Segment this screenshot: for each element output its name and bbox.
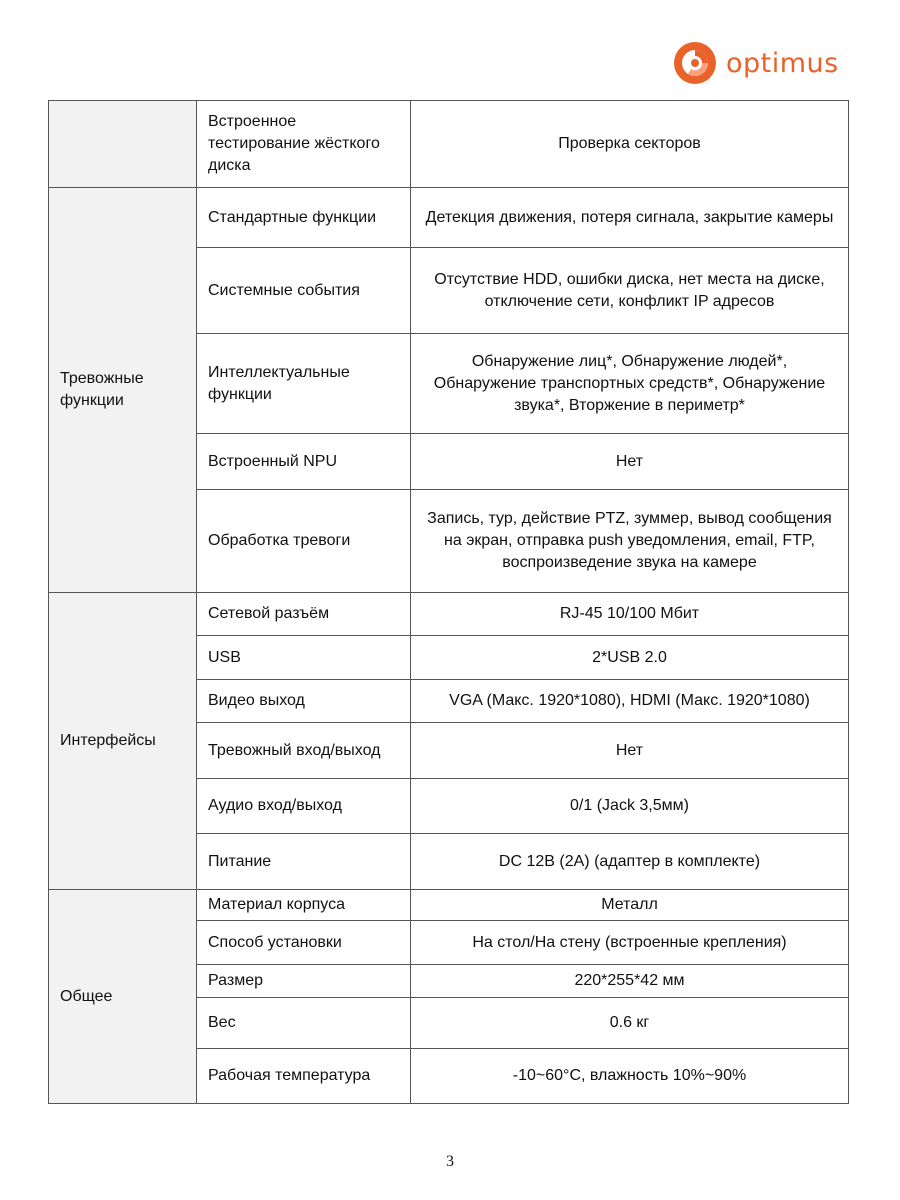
group-cell: Интерфейсы	[49, 593, 197, 890]
param-cell: Рабочая температура	[197, 1049, 411, 1104]
param-cell: Тревожный вход/выход	[197, 723, 411, 779]
table-row	[49, 188, 849, 248]
value-cell: 220*255*42 мм	[411, 965, 849, 998]
group-cell: Тревожные функции	[49, 188, 197, 593]
brand-logo	[672, 40, 839, 86]
value-cell: 0.6 кг	[411, 998, 849, 1049]
param-cell: Материал корпуса	[197, 890, 411, 921]
table-row	[49, 593, 849, 636]
param-cell: Вес	[197, 998, 411, 1049]
group-cell	[49, 101, 197, 188]
param-cell: Способ установки	[197, 921, 411, 965]
param-cell: USB	[197, 636, 411, 680]
param-cell: Видео выход	[197, 680, 411, 723]
value-cell: Нет	[411, 434, 849, 490]
value-cell: Отсутствие HDD, ошибки диска, нет места на диске, отключение сети, конфликт IP адресов	[411, 248, 849, 334]
value-cell: 0/1 (Jack 3,5мм)	[411, 779, 849, 834]
brand-name: optimus	[726, 47, 839, 79]
value-cell: Проверка секторов	[411, 101, 849, 188]
value-cell: Детекция движения, потеря сигнала, закрытие камеры	[411, 188, 849, 248]
value-cell: Нет	[411, 723, 849, 779]
param-cell: Интеллектуальные функции	[197, 334, 411, 434]
table-row	[49, 101, 849, 188]
value-cell: Обнаружение лиц*, Обнаружение людей*, Обнаружение транспортных средств*, Обнаружение звука*, Вторжение в периметр*	[411, 334, 849, 434]
value-cell: На стол/На стену (встроенные крепления)	[411, 921, 849, 965]
param-cell: Встроенное тестирование жёсткого диска	[197, 101, 411, 188]
value-cell: Запись, тур, действие PTZ, зуммер, вывод сообщения на экран, отправка push уведомления, email, FTP, воспроизведение звука на камере	[411, 490, 849, 593]
param-cell: Питание	[197, 834, 411, 890]
value-cell: RJ-45 10/100 Мбит	[411, 593, 849, 636]
param-cell: Стандартные функции	[197, 188, 411, 248]
param-cell: Сетевой разъём	[197, 593, 411, 636]
value-cell: DC 12В (2А) (адаптер в комплекте)	[411, 834, 849, 890]
value-cell: Металл	[411, 890, 849, 921]
table-row	[49, 890, 849, 921]
value-cell: -10~60°C, влажность 10%~90%	[411, 1049, 849, 1104]
camera-lens-icon	[672, 40, 718, 86]
group-cell: Общее	[49, 890, 197, 1104]
param-cell: Встроенный NPU	[197, 434, 411, 490]
page-number: 3	[446, 1153, 454, 1170]
param-cell: Аудио вход/выход	[197, 779, 411, 834]
param-cell: Обработка тревоги	[197, 490, 411, 593]
value-cell: VGA (Макс. 1920*1080), HDMI (Макс. 1920*1080)	[411, 680, 849, 723]
value-cell: 2*USB 2.0	[411, 636, 849, 680]
param-cell: Размер	[197, 965, 411, 998]
param-cell: Системные события	[197, 248, 411, 334]
spec-table	[48, 100, 849, 1104]
